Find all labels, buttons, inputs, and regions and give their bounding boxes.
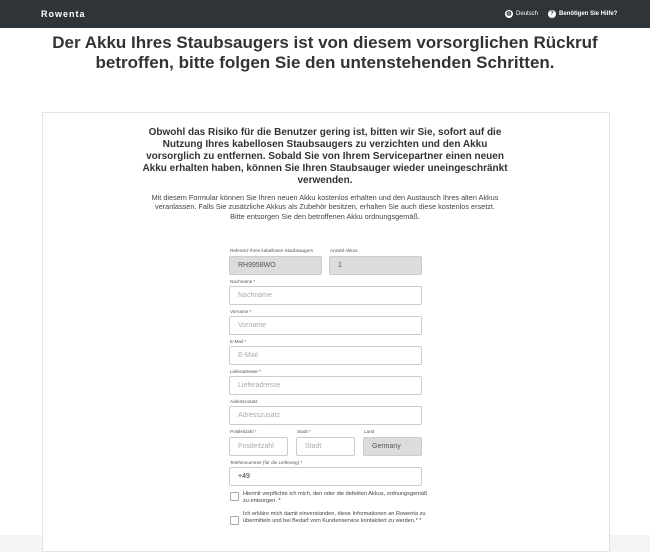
contact-checkbox[interactable] bbox=[230, 516, 239, 525]
zip-label: Postleitzahl * bbox=[230, 429, 257, 434]
email-input[interactable]: E-Mail bbox=[229, 346, 422, 365]
top-header bbox=[0, 0, 650, 28]
firstname-input[interactable]: Vorname bbox=[229, 316, 422, 335]
phone-label: Telefonnummer (für die Lieferung) * bbox=[230, 460, 303, 465]
city-label: Stadt * bbox=[297, 429, 311, 434]
battery-count-field[interactable]: 1 bbox=[329, 256, 422, 275]
language-selector[interactable] bbox=[505, 10, 538, 18]
info-text bbox=[140, 193, 510, 221]
address-input[interactable]: Lieferadresse bbox=[229, 376, 422, 395]
help-link[interactable] bbox=[548, 10, 617, 18]
count-label: Anzahl Akkus bbox=[330, 248, 358, 253]
firstname-label: Vorname * bbox=[230, 309, 252, 314]
lastname-label: Nachname * bbox=[230, 279, 256, 284]
email-label: E-Mail * bbox=[230, 339, 247, 344]
address2-label: Adresszusatz bbox=[230, 399, 258, 404]
question-icon: ? bbox=[548, 10, 556, 18]
globe-icon: ◍ bbox=[506, 11, 512, 17]
city-input[interactable]: Stadt bbox=[296, 437, 355, 456]
page-title: Der Akku Ihres Staubsaugers ist von diesem vorsorglichen Rückruf betroffen, bitte folgen Sie den untenstehenden Schritten. bbox=[52, 33, 598, 72]
contact-consent-text: Ich erkläre mich damit einverstanden, diese Informationen an Rowenta zu übermitteln und bei Bedarf vom Kundenservice kontaktiert zu werden.* * bbox=[243, 511, 426, 524]
address2-input[interactable]: Adresszusatz bbox=[229, 406, 422, 425]
address-label: Lieferadresse * bbox=[230, 369, 261, 374]
phone-input[interactable]: +49 bbox=[229, 467, 422, 486]
intro-section bbox=[140, 127, 510, 221]
country-label: Land bbox=[364, 429, 375, 434]
disposal-note: Bitte entsorgen Sie den betroffenen Akku ordnungsgemäß. bbox=[230, 211, 420, 221]
help-label: Benötigen Sie Hilfe? bbox=[559, 11, 618, 17]
language-label: Deutsch bbox=[516, 11, 539, 17]
disposal-consent-text: Hiermit verpflichte ich mich, den oder die defekten Akkus, ordnungsgemäß zu entsorgen. * bbox=[243, 491, 428, 504]
country-field[interactable]: Germany bbox=[363, 437, 422, 456]
reference-field[interactable]: RH9958WO bbox=[229, 256, 322, 275]
zip-input[interactable]: Postleitzahl bbox=[229, 437, 288, 456]
reference-label: Referenz Ihres kabellosen Staubsaugers bbox=[230, 248, 313, 253]
disposal-checkbox[interactable] bbox=[230, 492, 239, 501]
info-paragraph: Mit diesem Formular können Sie Ihren neuen Akku kostenlos erhalten und den Austausch Ihres alten Akkus veranlassen. Falls Sie zusätzliche Akkus als Zubehör besitzen, erhalten Sie auch diese kostenlos ersetzt. bbox=[151, 193, 499, 212]
intro-text: Obwohl das Risiko für die Benutzer gering ist, bitten wir Sie, sofort auf die Nutzung Ihres kabellosen Staubsaugers zu verzichten und den Akku vorsorglich zu entfernen. Sobald Sie von Ihrem Servicepartner einen neuen Akku erhalten haben, können Sie Ihren Staubsauger wieder uneingeschränkt verwenden. bbox=[142, 127, 508, 186]
lastname-input[interactable]: Nachname bbox=[229, 286, 422, 305]
rowenta-logo[interactable]: Rowenta bbox=[41, 9, 86, 19]
